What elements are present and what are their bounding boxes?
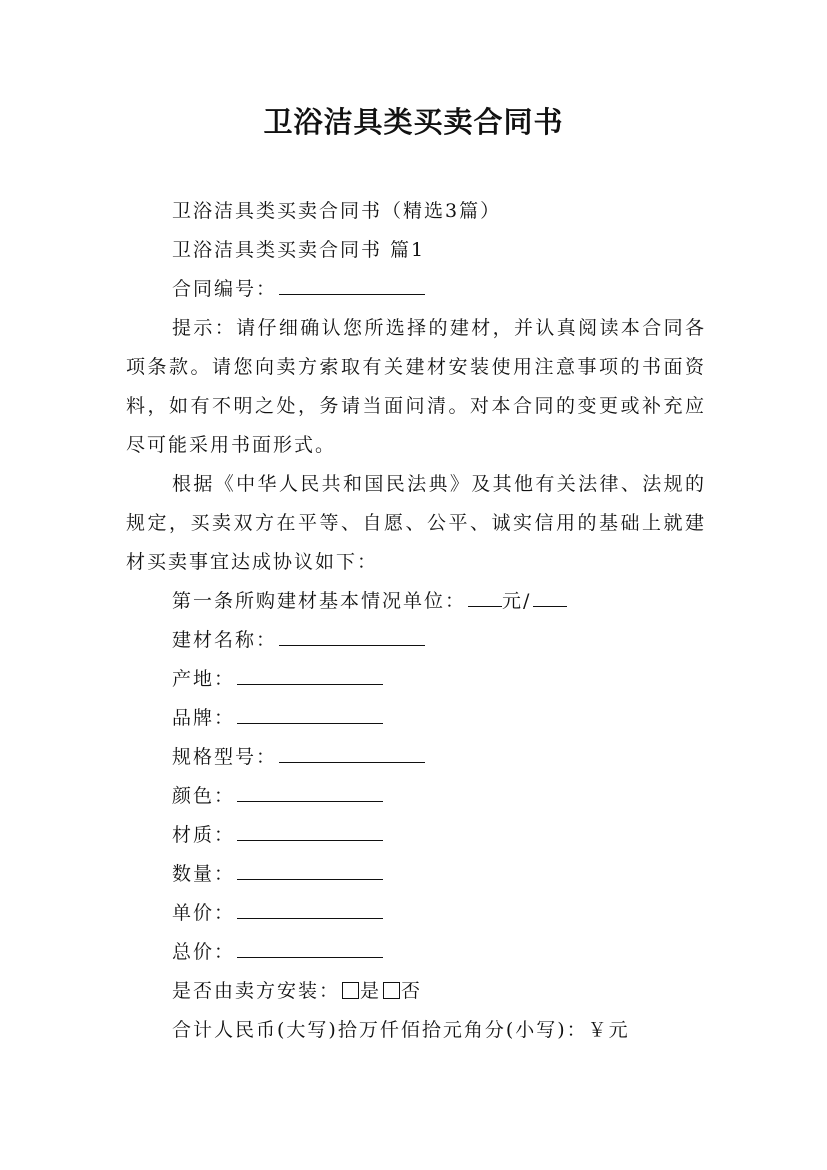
field-label: 规格型号： (172, 746, 278, 768)
field-blank (237, 664, 383, 685)
field-row-total-price (126, 933, 706, 972)
install-label: 是否由卖方安装： (172, 980, 341, 1002)
install-no-checkbox[interactable] (383, 982, 400, 999)
contract-number-row (126, 270, 706, 309)
document-title: 卫浴洁具类买卖合同书 (263, 105, 564, 139)
field-row-material (126, 816, 706, 855)
field-blank (237, 820, 383, 841)
field-blank (237, 898, 383, 919)
unit-price-blank (468, 586, 502, 607)
tip-paragraph: 提示：请仔细确认您所选择的建材，并认真阅读本合同各项条款。请您向卖方索取有关建材安装使用注意事项的书面资料，如有不明之处，务请当面问清。对本合同的变更或补充应尽可能采用书面形式。 (126, 317, 706, 456)
contract-number-label: 合同编号： (172, 278, 278, 300)
install-row (126, 972, 706, 1011)
field-label: 建材名称： (172, 629, 278, 651)
chapter-line: 卫浴洁具类买卖合同书 篇1 (172, 239, 426, 261)
field-blank (237, 703, 383, 724)
field-row-brand (126, 699, 706, 738)
article-1-row (126, 582, 706, 621)
field-blank (279, 625, 425, 646)
field-row-origin (126, 660, 706, 699)
field-label: 单价： (172, 902, 236, 924)
document-body (126, 192, 706, 1050)
field-label: 总价： (172, 941, 236, 963)
field-label: 数量： (172, 863, 236, 885)
field-blank (237, 937, 383, 958)
field-label: 产地： (172, 668, 236, 690)
field-row-unit-price (126, 894, 706, 933)
install-yes-label: 是 (360, 980, 382, 1002)
unit-blank (533, 586, 567, 607)
field-blank (237, 859, 383, 880)
field-row-model (126, 738, 706, 777)
field-row-name (126, 621, 706, 660)
field-blank (279, 742, 425, 763)
basis-paragraph: 根据《中华人民共和国民法典》及其他有关法律、法规的规定，买卖双方在平等、自愿、公平、诚实信用的基础上就建材买卖事宜达成协议如下： (126, 473, 706, 573)
field-label: 材质： (172, 824, 236, 846)
total-amount-line: 合计人民币(大写)拾万仟佰拾元角分(小写)：￥元 (172, 1019, 630, 1041)
install-yes-checkbox[interactable] (342, 982, 359, 999)
field-label: 颜色： (172, 785, 236, 807)
field-label: 品牌： (172, 707, 236, 729)
field-row-color (126, 777, 706, 816)
install-no-label: 否 (401, 980, 423, 1002)
field-blank (237, 781, 383, 802)
heading-line: 卫浴洁具类买卖合同书（精选3篇） (172, 200, 502, 222)
article-1-unit: 元/ (502, 590, 532, 612)
contract-number-blank (279, 274, 425, 295)
field-row-quantity (126, 855, 706, 894)
article-1-label: 第一条所购建材基本情况单位： (172, 590, 467, 612)
